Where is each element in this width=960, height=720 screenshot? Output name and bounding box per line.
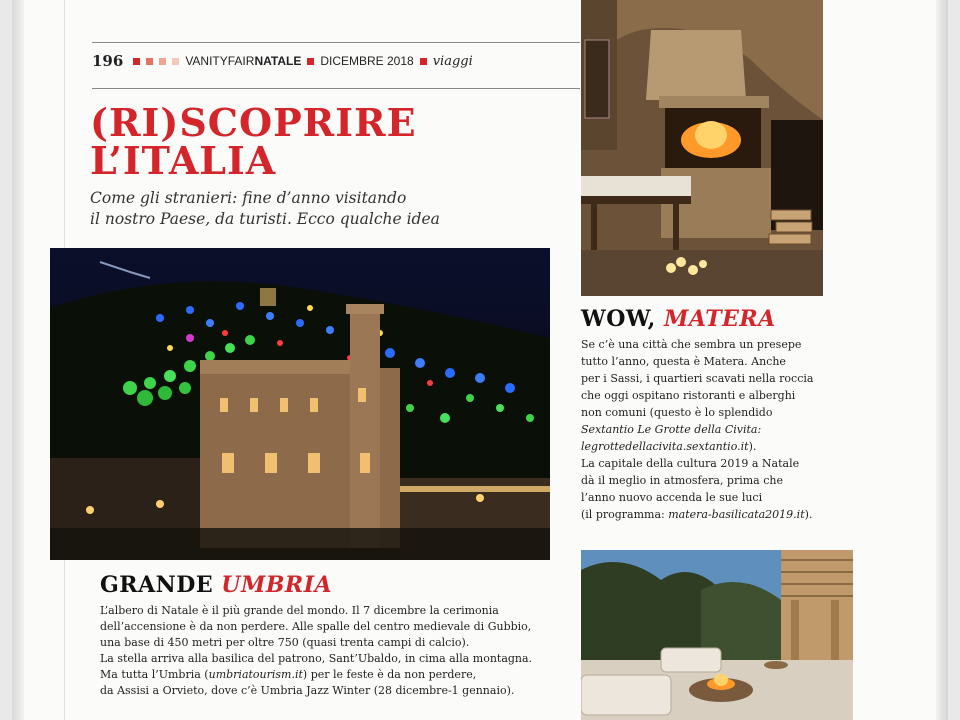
umbria-body bbox=[100, 603, 570, 699]
header-square bbox=[146, 58, 153, 65]
umbria-line: dell’accensione è da non perdere. Alle spalle del centro medievale di Gubbio, bbox=[100, 620, 532, 633]
matera-line bbox=[581, 438, 826, 455]
magazine-name: VANITYFAIRNATALE bbox=[185, 54, 302, 68]
article-title bbox=[90, 100, 417, 183]
matera-line: non comuni (questo è lo splendido bbox=[581, 406, 773, 419]
header-square bbox=[159, 58, 166, 65]
umbria-line: una base di 450 metri per oltre 750 (quasi trenta campi di calcio). bbox=[100, 636, 470, 649]
subtitle-line-2: il nostro Paese, da turisti. Ecco qualche idea bbox=[90, 210, 440, 228]
matera-line: per i Sassi, i quartieri scavati nella roccia bbox=[581, 372, 814, 385]
umbria-line: da Assisi a Orvieto, dove c’è Umbria Jazz Winter (28 dicembre-1 gennaio). bbox=[100, 684, 515, 697]
umbria-line-text: ) per le feste è da non perdere, bbox=[302, 668, 477, 681]
terrace-photo bbox=[581, 550, 853, 720]
header-square bbox=[133, 58, 140, 65]
matera-hotel-name: Sextantio Le Grotte della Civita: bbox=[581, 423, 762, 436]
page-edge-right bbox=[936, 0, 948, 720]
umbria-heading-plain: GRANDE bbox=[100, 572, 214, 598]
umbria-heading-accent: UMBRIA bbox=[221, 572, 333, 598]
umbria-line: L’albero di Natale è il più grande del mondo. Il 7 dicembre la cerimonia bbox=[100, 604, 499, 617]
subtitle-line-1: Come gli stranieri: fine d’anno visitando bbox=[90, 189, 407, 207]
matera-line-text: (il programma: bbox=[581, 508, 669, 521]
section-name: viaggi bbox=[432, 53, 473, 69]
matera-line: che oggi ospitano ristoranti e alberghi bbox=[581, 389, 796, 402]
issue-date: DICEMBRE 2018 bbox=[320, 54, 414, 68]
header-separator-square bbox=[307, 58, 314, 65]
matera-hotel-website: legrottedellacivita.sextantio.it bbox=[581, 440, 749, 453]
matera-heading bbox=[581, 306, 776, 332]
matera-heading-plain: WOW, bbox=[581, 306, 656, 332]
matera-line: Se c’è una città che sembra un presepe bbox=[581, 338, 802, 351]
matera-cave-photo bbox=[581, 0, 823, 296]
header-top-rule bbox=[92, 42, 580, 43]
page-edge-left bbox=[12, 0, 24, 720]
umbria-website: umbriatourism.it bbox=[208, 668, 303, 681]
matera-line: l’anno nuovo accenda le sue luci bbox=[581, 491, 763, 504]
matera-heading-accent: MATERA bbox=[663, 306, 776, 332]
matera-line: La capitale della cultura 2019 a Natale bbox=[581, 457, 800, 470]
matera-line-text: ). bbox=[748, 440, 757, 453]
matera-program-website: matera-basilicata2019.it bbox=[668, 508, 805, 521]
umbria-heading bbox=[100, 572, 332, 598]
matera-line-text: ). bbox=[804, 508, 813, 521]
header-bottom-rule bbox=[92, 88, 580, 89]
matera-line: tutto l’anno, questa è Matera. Anche bbox=[581, 355, 786, 368]
title-line-1: (RI)SCOPRIRE bbox=[90, 100, 417, 145]
header-separator-square bbox=[420, 58, 427, 65]
title-line-2: L’ITALIA bbox=[90, 138, 277, 183]
umbria-line: La stella arriva alla basilica del patrono, Sant’Ubaldo, in cima alla montagna. bbox=[100, 652, 533, 665]
matera-line: dà il meglio in atmosfera, prima che bbox=[581, 474, 783, 487]
gubbio-night-photo bbox=[50, 248, 550, 560]
page-number: 196 bbox=[92, 52, 124, 70]
page-header bbox=[92, 52, 473, 70]
matera-line bbox=[581, 506, 826, 523]
umbria-line-text: Ma tutta l’Umbria ( bbox=[100, 668, 209, 681]
header-square bbox=[172, 58, 179, 65]
umbria-line bbox=[100, 667, 570, 683]
article-subtitle bbox=[90, 188, 560, 230]
matera-body bbox=[581, 336, 826, 523]
